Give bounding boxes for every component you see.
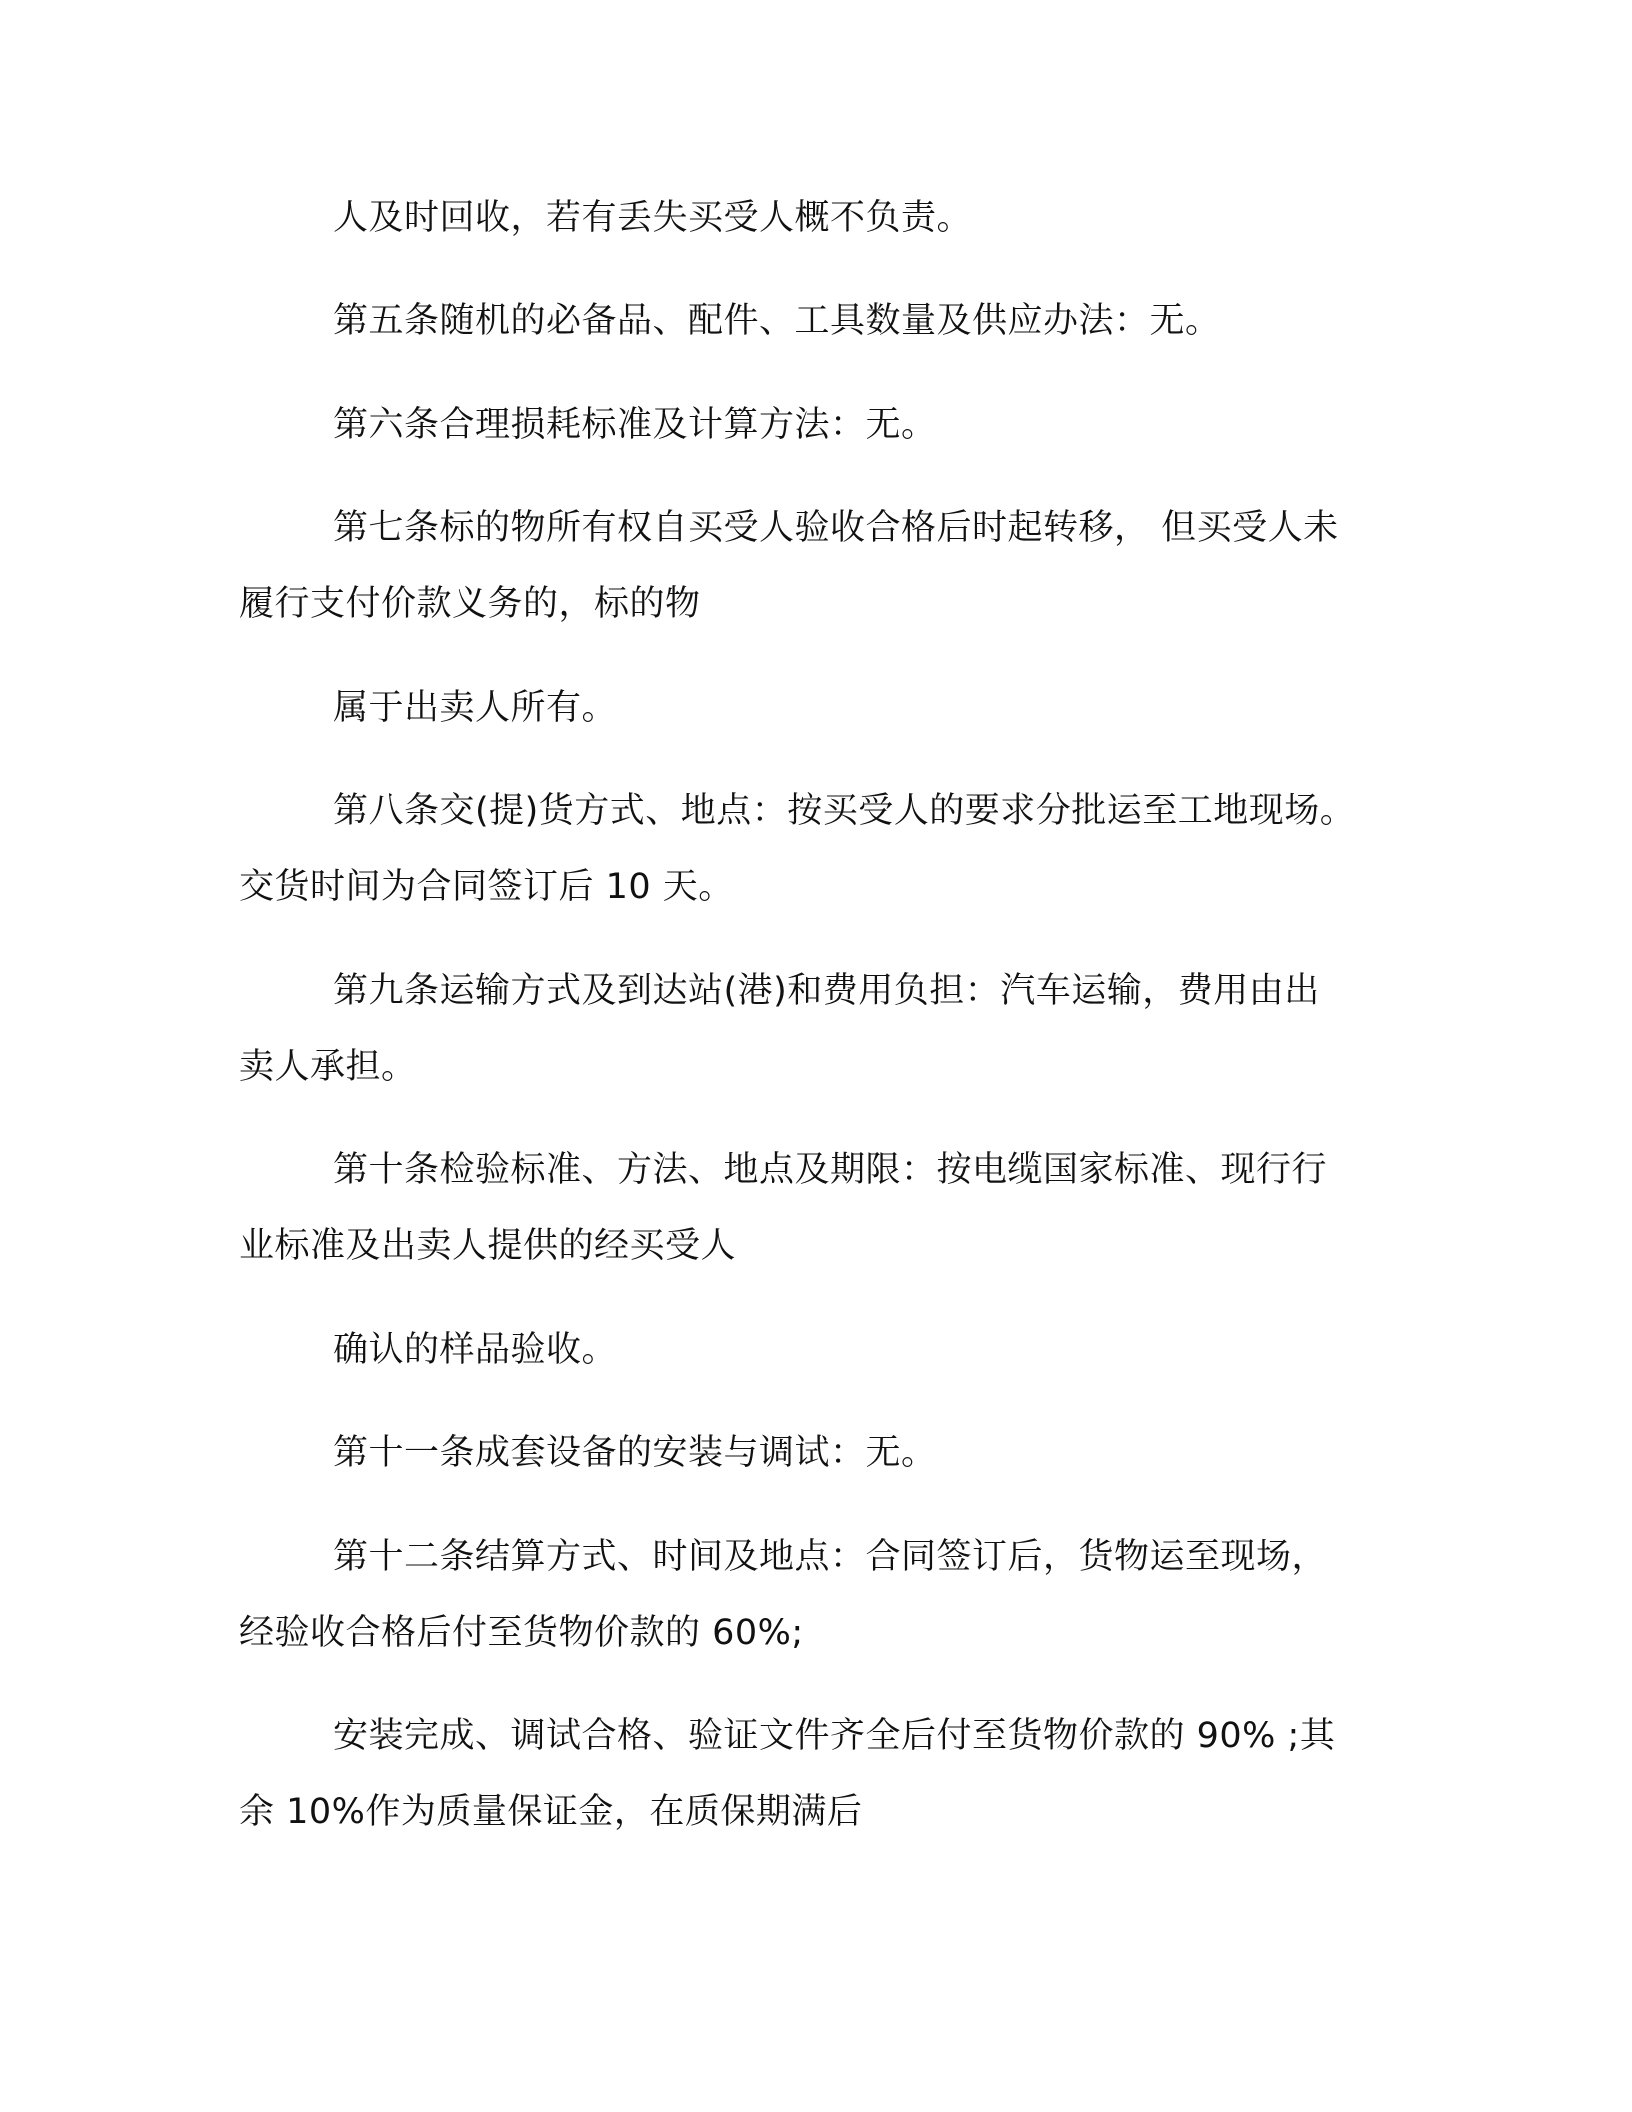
line-clause-8-b: 交货时间为合同签订后 10 天。 [239,867,734,907]
line-clause-12-c: 安装完成、调试合格、验证文件齐全后付至货物价款的 90% ;其 [333,1716,1336,1756]
line-clause-7-c: 属于出卖人所有。 [333,688,618,728]
line-clause-11: 第十一条成套设备的安装与调试：无。 [333,1433,937,1473]
line-clause-6: 第六条合理损耗标准及计算方法：无。 [333,405,937,445]
line-clause-5: 第五条随机的必备品、配件、工具数量及供应办法：无。 [333,301,1221,341]
line-clause-12-d: 余 10%作为质量保证金，在质保期满后 [239,1792,863,1832]
line-clause-10-a: 第十条检验标准、方法、地点及期限：按电缆国家标准、现行行 [333,1150,1328,1190]
line-clause-7-a: 第七条标的物所有权自买受人验收合格后时起转移， 但买受人未 [333,508,1339,548]
line-clause-12-b: 经验收合格后付至货物价款的 60%; [239,1613,804,1653]
line-clause-8-a: 第八条交(提)货方式、地点：按买受人的要求分批运至工地现场。 [333,791,1356,831]
line-clause-12-a: 第十二条结算方式、时间及地点：合同签订后，货物运至现场， [333,1537,1328,1577]
line-clause-7-b: 履行支付价款义务的，标的物 [239,584,701,624]
line-clause-9-b: 卖人承担。 [239,1047,417,1087]
line-clause-10-c: 确认的样品验收。 [333,1330,618,1370]
line-clause-4-end: 人及时回收，若有丢失买受人概不负责。 [333,198,973,238]
line-clause-9-a: 第九条运输方式及到达站(港)和费用负担：汽车运输，费用由出 [333,971,1320,1011]
line-clause-10-b: 业标准及出卖人提供的经买受人 [239,1226,737,1266]
